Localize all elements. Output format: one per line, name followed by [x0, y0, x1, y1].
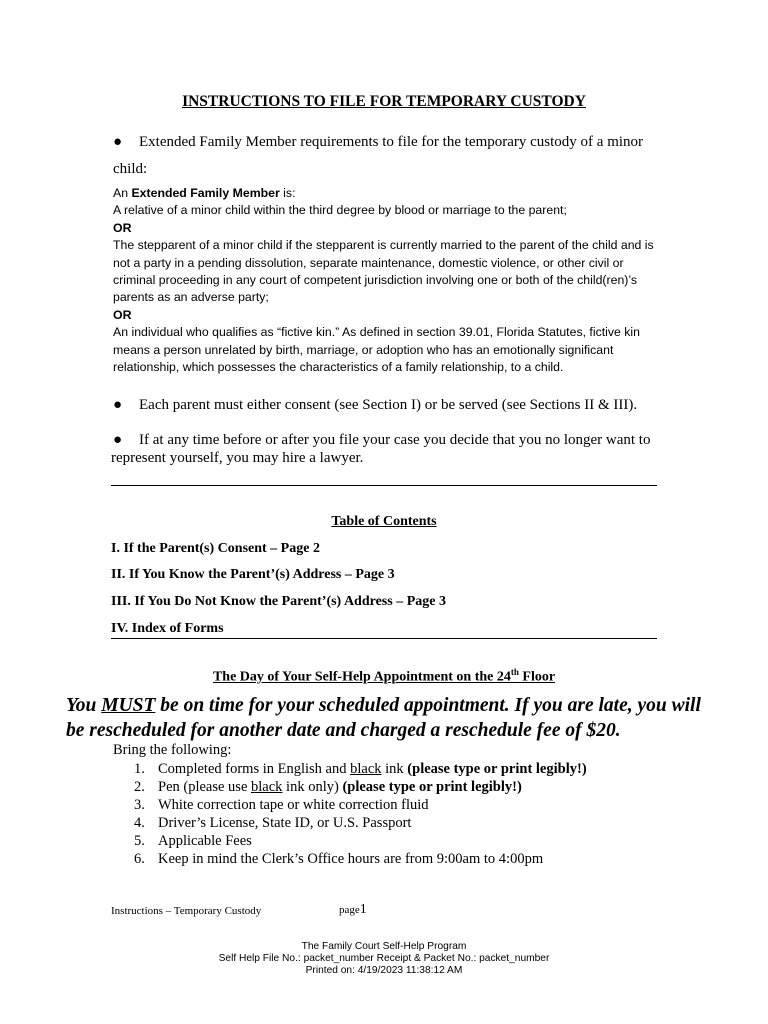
bullet-icon: ●	[113, 432, 123, 448]
definition-item-fictive-kin: An individual who qualifies as “fictive kin.” As defined in section 39.01, Florida Statutes, fictive kin means a person unrelated by birth, marriage, or adoption who has an emotionally significant relationship, which possesses the characteristics of a family relationship, to a child.	[113, 325, 640, 375]
extended-family-member-definition	[113, 185, 658, 376]
toc-item: IV. Index of Forms	[111, 621, 224, 636]
bullet-icon: ●	[113, 397, 123, 413]
definition-lead: An Extended Family Member is:	[113, 186, 296, 200]
footer-document-name: Instructions – Temporary Custody	[111, 905, 262, 917]
intro-bullet-continuation: child:	[113, 161, 148, 177]
footer-program-info	[0, 941, 768, 977]
definition-item-relative: A relative of a minor child within the third degree by blood or marriage to the parent;	[113, 203, 567, 218]
footer-program-name: The Family Court Self-Help Program	[301, 941, 467, 952]
list-item: 1. Completed forms in English and black ink (please type or print legibly!)	[134, 761, 587, 777]
list-item: 6. Keep in mind the Clerk’s Office hours are from 9:00am to 4:00pm	[134, 851, 544, 867]
lawyer-bullet	[113, 431, 673, 449]
document-title: INSTRUCTIONS TO FILE FOR TEMPORARY CUSTODY	[182, 93, 586, 110]
bullet-icon: ●	[113, 134, 123, 150]
consent-bullet	[113, 396, 673, 414]
list-item: 2. Pen (please use black ink only) (please type or print legibly!)	[134, 779, 522, 795]
appointment-heading: The Day of Your Self-Help Appointment on the 24th Floor	[212, 667, 556, 685]
toc-item: III. If You Do Not Know the Parent’(s) Address – Page 3	[111, 594, 446, 609]
toc-item: I. If the Parent(s) Consent – Page 2	[111, 541, 320, 556]
toc-item: II. If You Know the Parent’(s) Address – Page 3	[111, 567, 395, 582]
lawyer-bullet-continuation: represent yourself, you may hire a lawyer.	[111, 450, 364, 466]
definition-or: OR	[113, 220, 132, 235]
definition-or: OR	[113, 307, 132, 322]
list-item: 3. White correction tape or white correction fluid	[134, 797, 429, 813]
must-emphasis: MUST	[101, 695, 156, 716]
definition-term: Extended Family Member	[131, 186, 280, 200]
footer-file-numbers: Self Help File No.: packet_number Receipt & Packet No.: packet_number	[218, 953, 550, 964]
section-divider	[111, 485, 657, 486]
footer-page-number: page1	[339, 902, 367, 917]
list-item: 5. Applicable Fees	[134, 833, 252, 849]
consent-bullet-text: Each parent must either consent (see Section I) or be served (see Sections II & III).	[139, 397, 638, 413]
intro-bullet-text: Extended Family Member requirements to file for the temporary custody of a minor	[139, 134, 644, 150]
section-divider	[111, 638, 657, 639]
intro-bullet	[113, 133, 673, 151]
footer-printed-date: Printed on: 4/19/2023 11:38:12 AM	[305, 965, 463, 976]
bring-list	[134, 760, 587, 868]
bring-intro: Bring the following:	[113, 742, 232, 758]
list-item: 4. Driver’s License, State ID, or U.S. Passport	[134, 815, 412, 831]
lawyer-bullet-text: If at any time before or after you file your case you decide that you no longer want to	[139, 432, 651, 448]
lateness-warning: You MUST be on time for your scheduled appointment. If you are late, you will be rescheduled for another date and charged a reschedule fee of $20.	[66, 695, 701, 741]
definition-item-stepparent: The stepparent of a minor child if the stepparent is currently married to the parent of the child and is not a party in a pending dissolution, separate maintenance, domestic violence, or other civil or criminal proceeding in any court of competent jurisdiction involving one or both of the child(ren)’s parents as an adverse party;	[113, 238, 654, 305]
toc-heading: Table of Contents	[331, 514, 437, 529]
